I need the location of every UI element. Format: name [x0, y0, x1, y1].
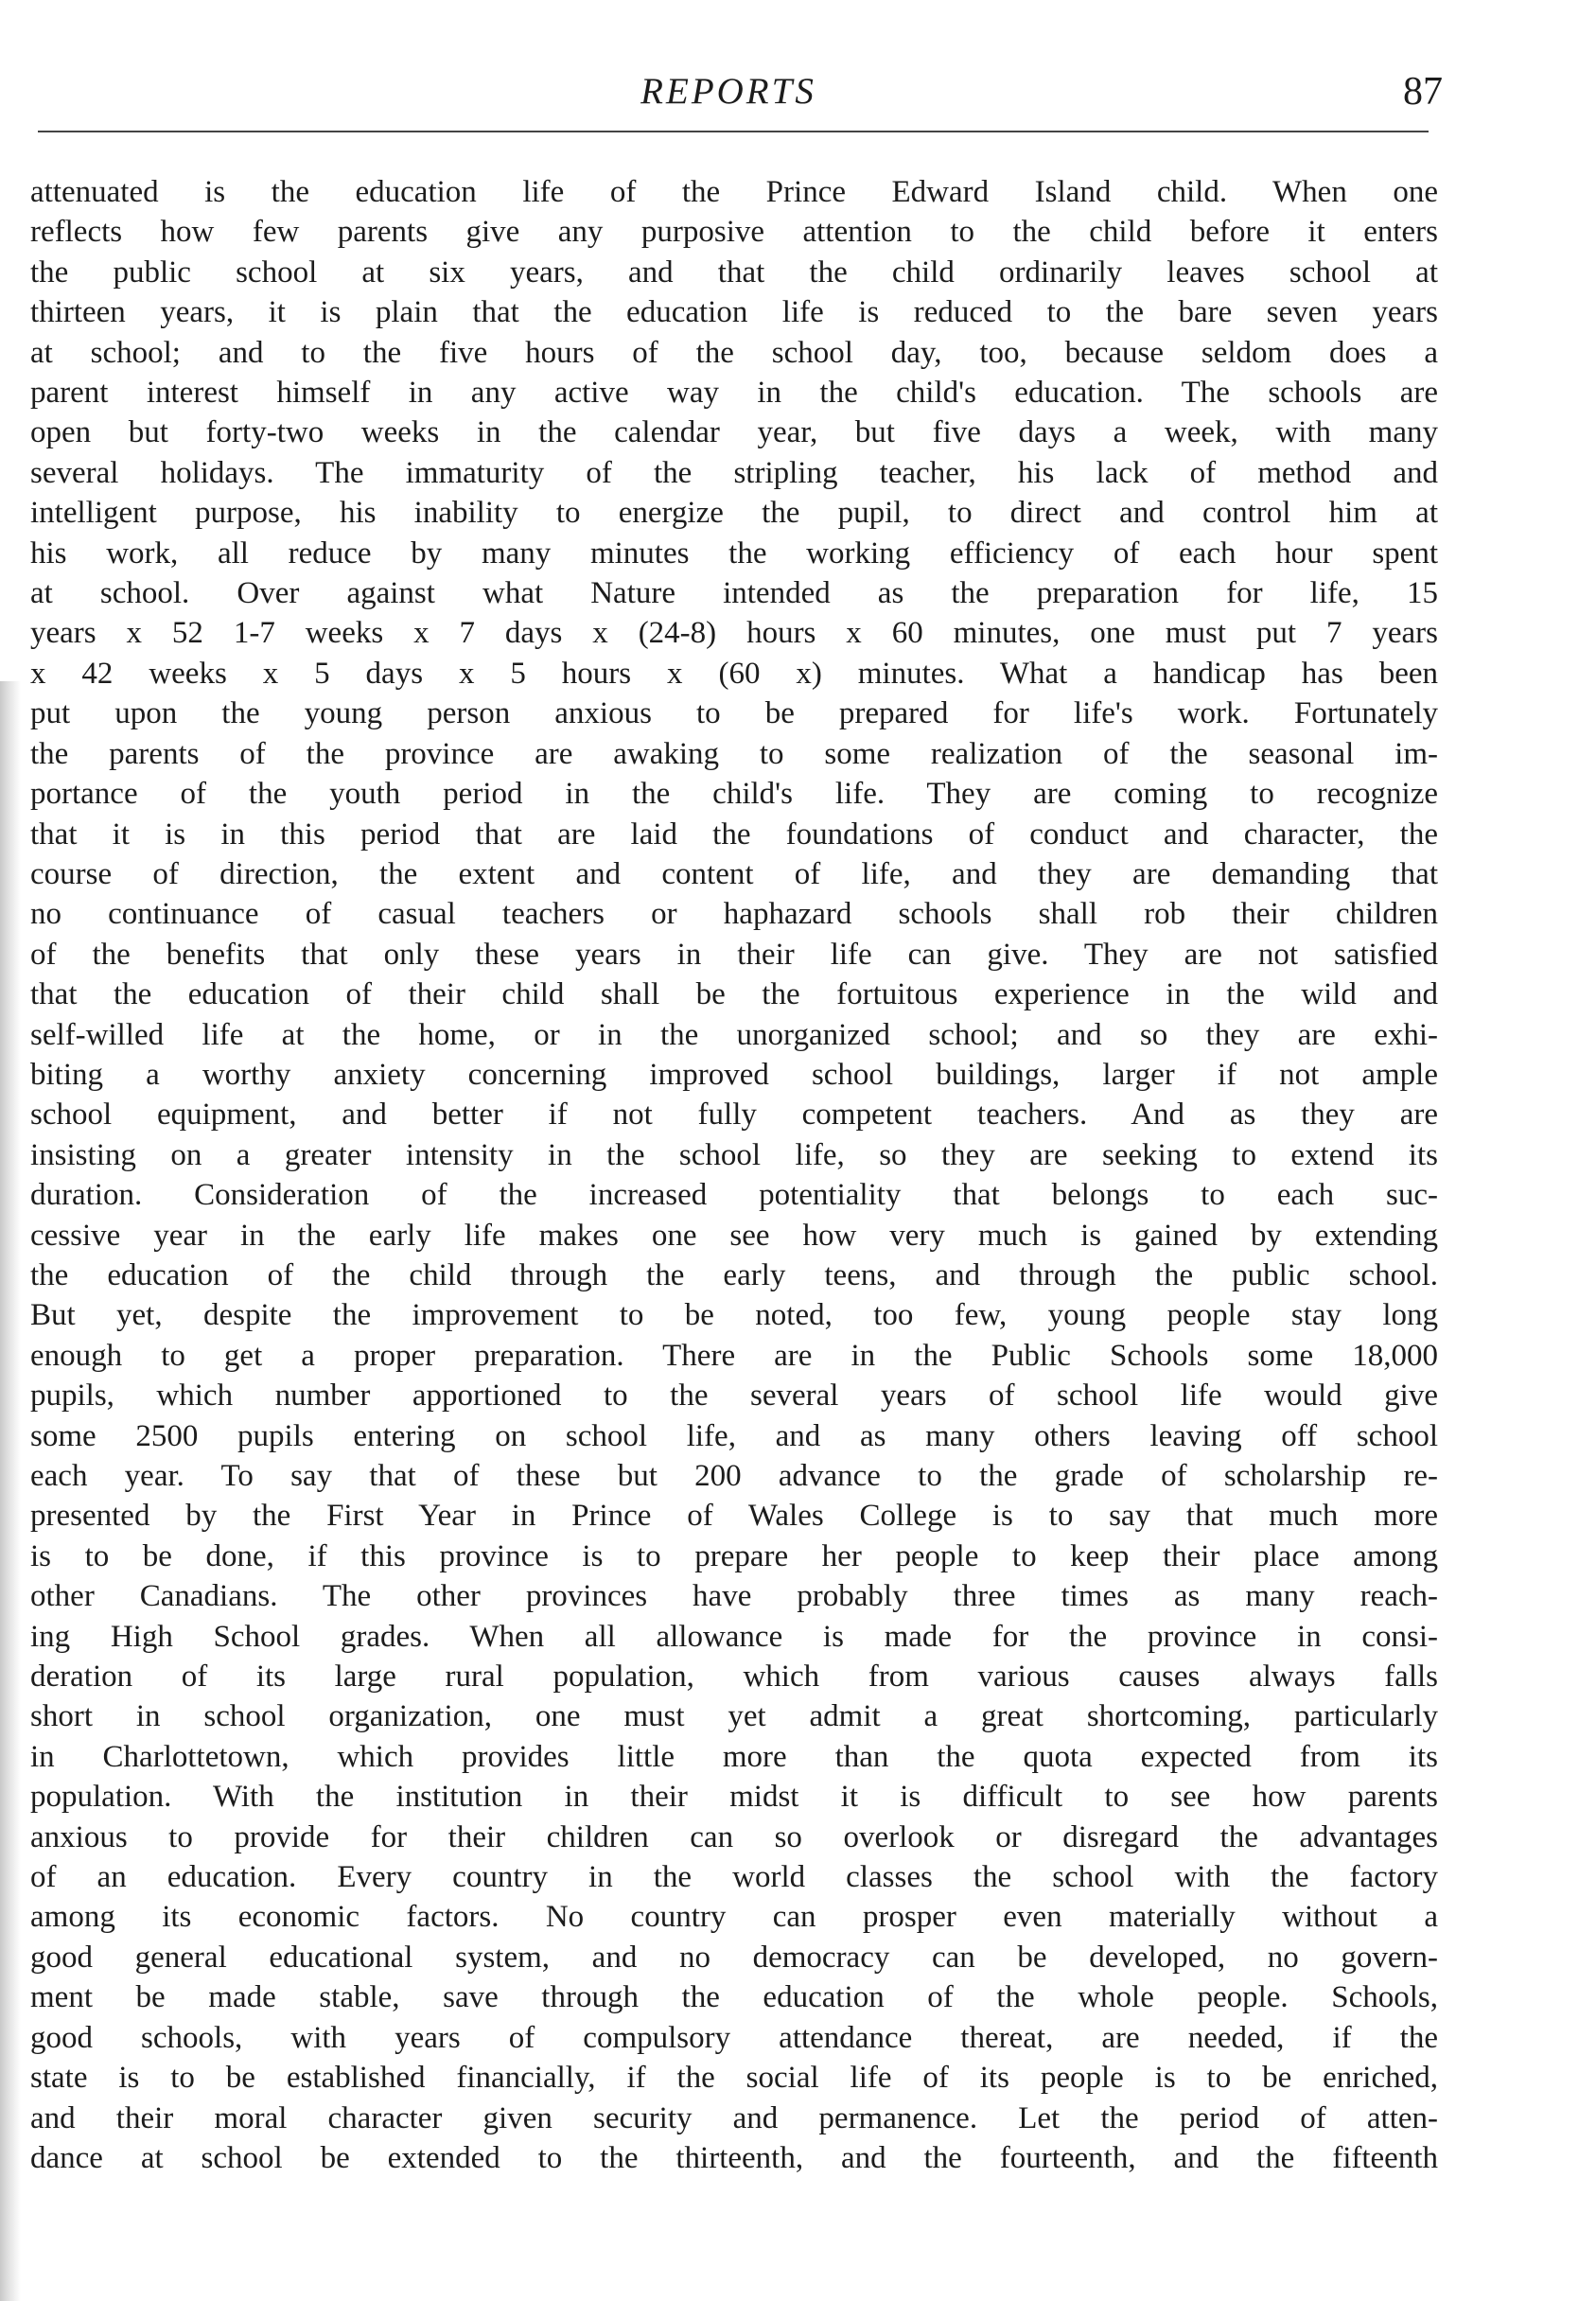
text-line: population. With the institution in their midst it is difficult to see how parents	[30, 1780, 1438, 1815]
text-line: anxious to provide for their children can so overlook or disregard the advantages	[30, 1819, 1438, 1854]
header-rule	[38, 131, 1429, 132]
text-line: among its economic factors. No country can prosper even materially without a	[30, 1900, 1438, 1935]
text-line: thirteen years, it is plain that the education life is reduced to the bare seven years	[30, 295, 1438, 330]
text-line: each year. To say that of these but 200 advance to the grade of scholarship re-	[30, 1459, 1438, 1493]
text-line: pupils, which number apportioned to the several years of school life would give	[30, 1379, 1438, 1414]
text-line: cessive year in the early life makes one see how very much is gained by extending	[30, 1218, 1438, 1253]
binding-shadow	[0, 681, 21, 2301]
text-line: the education of the child through the early teens, and through the public school.	[30, 1257, 1438, 1292]
text-line: ing High School grades. When all allowance is made for the province in consi-	[30, 1619, 1438, 1654]
running-head	[28, 68, 1443, 125]
text-line: other Canadians. The other provinces have probably three times as many reach-	[30, 1579, 1438, 1614]
text-line: ment be made stable, save through the education of the whole people. Schools,	[30, 1980, 1438, 2015]
running-head-title: REPORTS	[640, 71, 816, 112]
text-line: reflects how few parents give any purposive attention to the child before it enters	[30, 215, 1438, 250]
text-line: x 42 weeks x 5 days x 5 hours x (60 x) minutes. What a handicap has been	[30, 656, 1438, 691]
text-line: the public school at six years, and that the child ordinarily leaves school at	[30, 255, 1438, 290]
body-text	[30, 172, 1438, 2178]
text-line: deration of its large rural population, which from various causes always falls	[30, 1660, 1438, 1695]
text-line: parent interest himself in any active way in the child's education. The schools are	[30, 376, 1438, 411]
text-line: and their moral character given security and permanence. Let the period of atten-	[30, 2100, 1438, 2135]
text-line: some 2500 pupils entering on school life, and as many others leaving off school	[30, 1418, 1438, 1453]
text-line: course of direction, the extent and content of life, and they are demanding that	[30, 856, 1438, 891]
text-line: attenuated is the education life of the Prince Edward Island child. When one	[30, 175, 1438, 209]
text-line: several holidays. The immaturity of the stripling teacher, his lack of method and	[30, 455, 1438, 490]
text-line: no continuance of casual teachers or haphazard schools shall rob their children	[30, 897, 1438, 932]
text-line: years x 52 1-7 weeks x 7 days x (24-8) hours x 60 minutes, one must put 7 years	[30, 616, 1438, 651]
text-line: self-willed life at the home, or in the unorganized school; and so they are exhi-	[30, 1017, 1438, 1052]
text-line: portance of the youth period in the child's life. They are coming to recognize	[30, 777, 1438, 812]
text-line: of the benefits that only these years in their life can give. They are not satisfied	[30, 937, 1438, 972]
text-line: is to be done, if this province is to prepare her people to keep their place among	[30, 1538, 1438, 1573]
text-line: school equipment, and better if not fully competent teachers. And as they are	[30, 1098, 1438, 1133]
text-line: put upon the young person anxious to be prepared for life's work. Fortunately	[30, 696, 1438, 731]
text-line: that it is in this period that are laid the foundations of conduct and character, the	[30, 817, 1438, 852]
page-number: 87	[1403, 70, 1443, 114]
text-line: enough to get a proper preparation. There are in the Public Schools some 18,000	[30, 1338, 1438, 1373]
text-line: But yet, despite the improvement to be noted, too few, young people stay long	[30, 1298, 1438, 1333]
text-line: at school. Over against what Nature intended as the preparation for life, 15	[30, 576, 1438, 611]
text-line: duration. Consideration of the increased potentiality that belongs to each suc-	[30, 1178, 1438, 1213]
text-line: of an education. Every country in the world classes the school with the factory	[30, 1860, 1438, 1895]
text-line: intelligent purpose, his inability to energize the pupil, to direct and control him at	[30, 496, 1438, 531]
text-line: in Charlottetown, which provides little more than the quota expected from its	[30, 1739, 1438, 1774]
text-line: short in school organization, one must yet admit a great shortcoming, particularly	[30, 1699, 1438, 1734]
text-line: good general educational system, and no democracy can be developed, no govern-	[30, 1940, 1438, 1975]
text-line: the parents of the province are awaking to some realization of the seasonal im-	[30, 736, 1438, 771]
text-line: state is to be established financially, if the social life of its people is to be enriched,	[30, 2061, 1438, 2096]
text-line: presented by the First Year in Prince of Wales College is to say that much more	[30, 1499, 1438, 1534]
text-line: his work, all reduce by many minutes the working efficiency of each hour spent	[30, 536, 1438, 571]
text-line: insisting on a greater intensity in the school life, so they are seeking to extend its	[30, 1137, 1438, 1172]
text-line: at school; and to the five hours of the school day, too, because seldom does a	[30, 335, 1438, 370]
text-line: that the education of their child shall be the fortuitous experience in the wild and	[30, 977, 1438, 1012]
text-line: open but forty-two weeks in the calendar year, but five days a week, with many	[30, 415, 1438, 450]
text-line: dance at school be extended to the thirteenth, and the fourteenth, and the fifteenth	[30, 2140, 1438, 2175]
text-line: good schools, with years of compulsory attendance thereat, are needed, if the	[30, 2020, 1438, 2055]
text-line: biting a worthy anxiety concerning improved school buildings, larger if not ample	[30, 1057, 1438, 1092]
